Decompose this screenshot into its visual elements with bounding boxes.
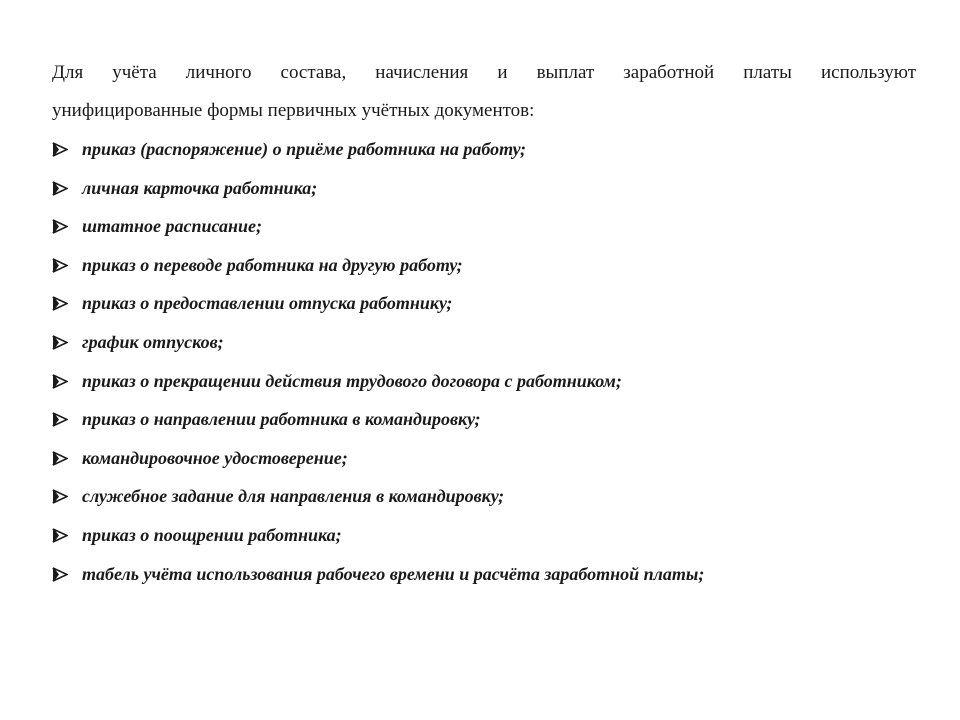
list-item-text: приказ о предоставлении отпуска работнику; [82, 293, 453, 314]
list-item-text: табель учёта использования рабочего времени и расчёта заработной платы; [82, 563, 705, 584]
list-item-text: приказ (распоряжение) о приёме работника на работу; [82, 139, 526, 159]
arrow-bullet-icon [52, 374, 68, 389]
list-item [52, 516, 916, 555]
list-item-text: приказ о поощрении работника; [82, 524, 342, 545]
arrow-bullet-icon [52, 412, 68, 427]
list-item [52, 207, 916, 246]
list-item-text: приказ о переводе работника на другую работу; [82, 254, 463, 275]
arrow-bullet-icon [52, 219, 68, 234]
list-item [52, 246, 916, 285]
slide-content [52, 54, 916, 593]
arrow-bullet-icon [52, 567, 68, 582]
list-item-text: штатное расписание; [82, 216, 262, 237]
list-item-text: личная карточка работника; [82, 177, 318, 198]
list-item [52, 323, 916, 362]
list-item [52, 362, 916, 401]
intro-line-2: унифицированные формы первичных учётных документов: [52, 100, 535, 121]
arrow-bullet-icon [52, 296, 68, 311]
arrow-bullet-icon [52, 335, 68, 350]
list-item [52, 284, 916, 323]
list-item [52, 477, 916, 516]
arrow-bullet-icon [52, 489, 68, 504]
list-item [52, 400, 916, 439]
arrow-bullet-icon [52, 528, 68, 543]
list-item-text: командировочное удостоверение; [82, 447, 348, 468]
list-item [52, 169, 916, 208]
list-item-text: служебное задание для направления в командировку; [82, 486, 505, 507]
list-item [52, 439, 916, 478]
list-item [52, 130, 916, 169]
list-item-text: приказ о направлении работника в командировку; [82, 409, 481, 430]
intro-paragraph [52, 54, 916, 130]
arrow-bullet-icon [52, 258, 68, 273]
list-item-text: график отпусков; [82, 331, 224, 352]
list-item-text: приказ о прекращении действия трудового договора с работником; [82, 370, 622, 391]
arrow-bullet-icon [52, 181, 68, 196]
document-list [52, 130, 916, 593]
arrow-bullet-icon [52, 451, 68, 466]
arrow-bullet-icon [52, 142, 68, 157]
intro-line-1: Для учёта личного состава, начисления и выплат заработной платы используют [52, 62, 916, 83]
list-item [52, 555, 916, 594]
